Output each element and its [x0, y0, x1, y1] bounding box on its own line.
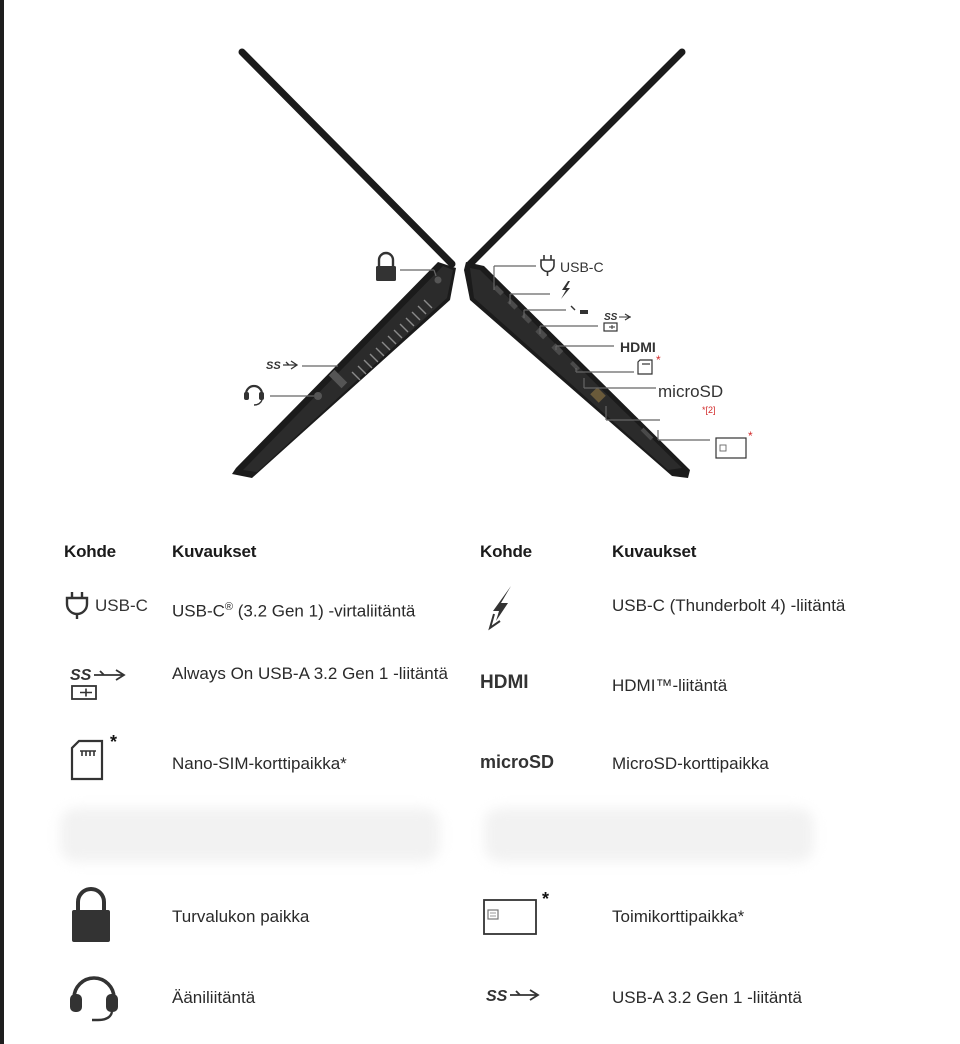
headset-icon: [68, 970, 120, 1022]
sim-card-icon: [70, 738, 106, 784]
thunderbolt-icon: [486, 584, 520, 632]
svg-text:SS: SS: [266, 360, 281, 372]
power-plug-icon: [64, 590, 92, 620]
power-plug-icon: [541, 255, 554, 276]
laptop-ports-diagram: [0, 0, 960, 500]
obscured-row-left: [60, 808, 440, 862]
usbc-icon-label: USB-C: [95, 596, 148, 615]
diagram-sim-star: *: [656, 353, 661, 367]
left-audio-port: [314, 392, 322, 400]
svg-text:SS: SS: [604, 312, 618, 323]
usb-ss-icon: [266, 360, 297, 372]
diagram-note-ref: *[2]: [702, 405, 716, 415]
hdmi-icon: HDMI: [480, 672, 529, 693]
desc-smart-card: Toimikorttipaikka*: [612, 907, 745, 926]
svg-text:SS: SS: [486, 988, 508, 1005]
diagram-label-usbc: USB-C: [560, 259, 604, 275]
diagram-card-star: *: [748, 429, 753, 443]
header-right-item: Kohde: [480, 542, 532, 561]
headset-icon: [244, 386, 264, 405]
smart-card-icon-star: *: [542, 889, 550, 909]
right-laptop-lid: [470, 52, 682, 264]
usb-ss-always-on-icon: [70, 664, 128, 704]
left-laptop-lid: [242, 52, 452, 264]
usb-ss-always-on-icon: [604, 312, 631, 331]
diagram-label-microsd: microSD: [658, 382, 724, 401]
svg-text:SS: SS: [70, 667, 92, 684]
left-laptop: [232, 52, 456, 478]
diagram-label-hdmi: HDMI: [620, 339, 656, 355]
header-left-desc: Kuvaukset: [172, 542, 257, 561]
header-left-item: Kohde: [64, 542, 116, 561]
desc-nano-sim: Nano-SIM-korttipaikka*: [172, 754, 347, 773]
desc-microsd: MicroSD-korttipaikka: [612, 754, 769, 773]
lock-icon: [376, 253, 396, 281]
displayport-icon: [571, 306, 588, 314]
desc-audio-jack: Ääniliitäntä: [172, 988, 256, 1007]
header-right-desc: Kuvaukset: [612, 542, 697, 561]
smart-card-icon: [482, 898, 538, 936]
left-lock-slot: [435, 277, 442, 284]
sim-card-icon: [638, 360, 652, 374]
desc-hdmi: HDMI™-liitäntä: [612, 676, 728, 695]
thunderbolt-icon: [561, 281, 570, 299]
smart-card-icon: [716, 438, 746, 458]
desc-security-lock: Turvalukon paikka: [172, 907, 310, 926]
usb-ss-icon: [486, 984, 542, 1006]
obscured-row-right: [484, 808, 814, 862]
microsd-icon: microSD: [480, 752, 555, 772]
desc-always-on-usb: Always On USB-A 3.2 Gen 1 -liitäntä: [172, 664, 448, 683]
desc-usb-a: USB-A 3.2 Gen 1 -liitäntä: [612, 988, 802, 1007]
desc-thunderbolt: USB-C (Thunderbolt 4) -liitäntä: [612, 596, 846, 615]
lock-icon: [70, 886, 112, 944]
sim-icon-star: *: [110, 732, 118, 752]
desc-usbc-power: USB-C® (3.2 Gen 1) -virtaliitäntä: [172, 601, 416, 621]
